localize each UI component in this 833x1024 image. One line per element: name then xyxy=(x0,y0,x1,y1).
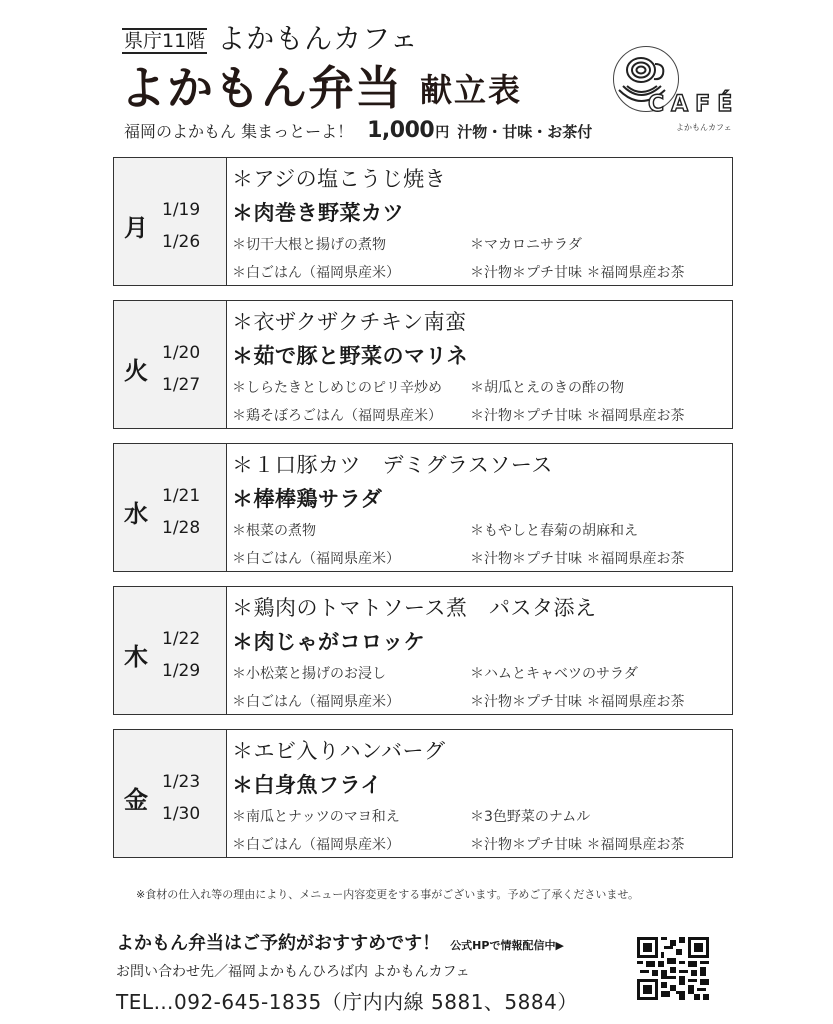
day-name: 火 xyxy=(124,357,148,385)
qr-code-icon[interactable] xyxy=(637,937,709,1000)
cafe-logo xyxy=(603,44,743,136)
day-cell xyxy=(114,444,227,571)
hp-note: 公式HPで情報配信中▶ xyxy=(450,939,564,952)
day-block-mon xyxy=(113,157,733,286)
day-cell xyxy=(114,587,227,714)
side-dish: ＊根菜の煮物 xyxy=(232,523,316,539)
page-title: よかもん弁当 xyxy=(120,61,402,115)
day-block-tue xyxy=(113,300,733,429)
main-dish: ＊アジの塩こうじ焼き xyxy=(232,167,447,191)
side-dish: ＊白ごはん（福岡県産米） xyxy=(232,551,400,567)
main-dish: ＊鶏肉のトマトソース煮 パスタ添え xyxy=(232,596,597,620)
side-dish: ＊白ごはん（福岡県産米） xyxy=(232,265,400,281)
side-dish: ＊もやしと春菊の胡麻和え xyxy=(470,523,638,539)
price-extras: 汁物・甘味・お茶付 xyxy=(457,123,593,141)
side-dish: ＊白ごはん（福岡県産米） xyxy=(232,694,400,710)
main-dish: ＊茹で豚と野菜のマリネ xyxy=(232,344,469,368)
main-dish: ＊１口豚カツ デミグラスソース xyxy=(232,453,553,477)
menu-cell xyxy=(227,158,732,285)
side-dish: ＊白ごはん（福岡県産米） xyxy=(232,837,400,853)
day-name: 木 xyxy=(124,643,148,671)
date: 1/23 xyxy=(162,772,201,792)
date: 1/27 xyxy=(162,375,201,395)
side-dish: ＊鶏そぼろごはん（福岡県産米） xyxy=(232,408,442,424)
main-dish: ＊衣ザクザクチキン南蛮 xyxy=(232,310,467,334)
reserve-text: よかもん弁当はご予約がおすすめです！ xyxy=(116,933,441,954)
tagline xyxy=(124,118,592,143)
side-dish: ＊汁物＊プチ甘味 ＊福岡県産お茶 xyxy=(470,551,685,567)
logo-word: CAFÉ xyxy=(648,92,740,117)
side-dish: ＊汁物＊プチ甘味 ＊福岡県産お茶 xyxy=(470,837,685,853)
price: 1,000 xyxy=(367,118,435,143)
side-dish: ＊汁物＊プチ甘味 ＊福岡県産お茶 xyxy=(470,694,685,710)
day-name: 水 xyxy=(124,500,148,528)
tel-text: TEL…092-645-1835（庁内内線 5881、5884） xyxy=(116,990,578,1014)
day-cell xyxy=(114,158,227,285)
notice-text: ※食材の仕入れ等の理由により、メニュー内容変更をする事がございます。予めご了承くださいませ。 xyxy=(136,888,640,901)
side-dish: ＊胡瓜とえのきの酢の物 xyxy=(470,380,624,396)
day-block-wed xyxy=(113,443,733,572)
menu-cell xyxy=(227,301,732,428)
day-block-fri xyxy=(113,729,733,858)
date: 1/30 xyxy=(162,804,201,824)
side-dish: ＊切干大根と揚げの煮物 xyxy=(232,237,386,253)
side-dish: ＊南瓜とナッツのマヨ和え xyxy=(232,809,400,825)
floor-tag: 県庁11階 xyxy=(124,30,206,52)
date: 1/20 xyxy=(162,343,201,363)
date: 1/22 xyxy=(162,629,201,649)
contact-text: お問い合わせ先／福岡よかもんひろば内 よかもんカフェ xyxy=(116,964,470,980)
main-dish: ＊エビ入りハンバーグ xyxy=(232,739,446,763)
side-dish: ＊マカロニサラダ xyxy=(470,237,582,253)
date: 1/28 xyxy=(162,518,201,538)
side-dish: ＊しらたきとしめじのピリ辛炒め xyxy=(232,380,442,396)
reserve-row xyxy=(116,929,564,955)
day-cell xyxy=(114,730,227,857)
main-dish: ＊肉巻き野菜カツ xyxy=(232,201,404,225)
tagline-text: 福岡のよかもん 集まっとーよ！ xyxy=(124,122,354,141)
menu-cell xyxy=(227,587,732,714)
side-dish: ＊汁物＊プチ甘味 ＊福岡県産お茶 xyxy=(470,408,685,424)
day-block-thu xyxy=(113,586,733,715)
cafe-name: よかもんカフェ xyxy=(217,22,419,55)
main-dish: ＊白身魚フライ xyxy=(232,773,382,797)
price-unit: 円 xyxy=(435,125,450,141)
side-dish: ＊汁物＊プチ甘味 ＊福岡県産お茶 xyxy=(470,265,685,281)
main-dish: ＊棒棒鶏サラダ xyxy=(232,487,383,511)
page-subtitle: 献立表 xyxy=(420,71,523,109)
side-dish: ＊小松菜と揚げのお浸し xyxy=(232,666,386,682)
date: 1/19 xyxy=(162,200,201,220)
date: 1/29 xyxy=(162,661,201,681)
main-dish: ＊肉じゃがコロッケ xyxy=(232,630,426,654)
day-name: 金 xyxy=(124,786,148,814)
day-name: 月 xyxy=(124,214,148,242)
date: 1/21 xyxy=(162,486,201,506)
title-row xyxy=(120,62,522,114)
menu-cell xyxy=(227,444,732,571)
side-dish: ＊3色野菜のナムル xyxy=(470,809,591,825)
menu-cell xyxy=(227,730,732,857)
side-dish: ＊ハムとキャベツのサラダ xyxy=(470,666,638,682)
header-top xyxy=(122,22,419,56)
day-cell xyxy=(114,301,227,428)
logo-caption: よかもんカフェ xyxy=(676,123,732,132)
date: 1/26 xyxy=(162,232,201,252)
